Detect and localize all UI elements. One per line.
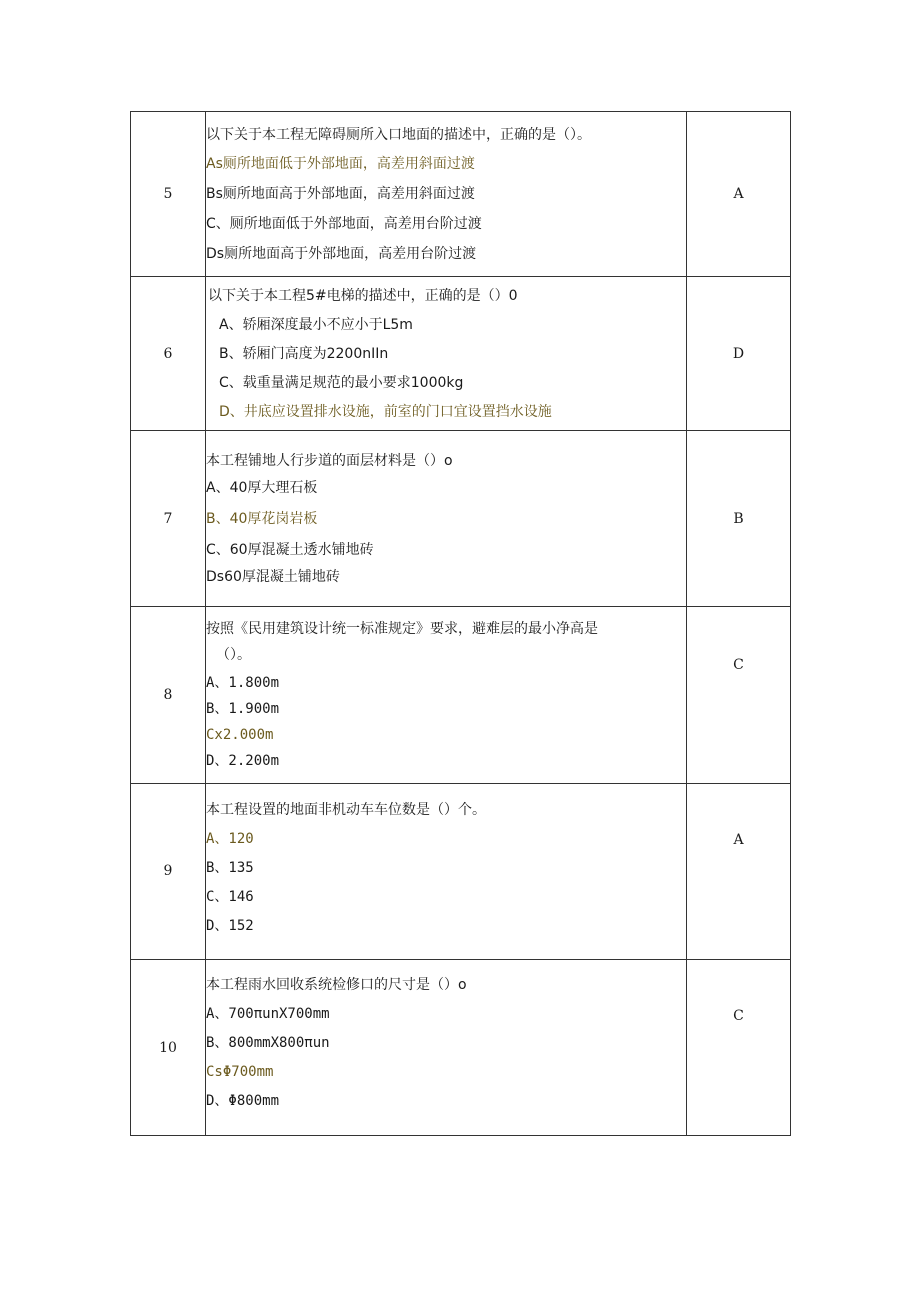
- question-row: [131, 784, 791, 960]
- answer-cell: B: [687, 431, 791, 607]
- answer-cell: C: [687, 960, 791, 1136]
- option-d: Ds60厚混凝土铺地砖: [206, 568, 340, 585]
- option-c: C、146: [206, 889, 254, 905]
- option-d: D、2.200m: [206, 753, 280, 769]
- question-row: [131, 112, 791, 277]
- question-row: [131, 960, 791, 1136]
- option-d: D、井底应设置排水设施，前室的门口宜设置挡水设施: [219, 403, 552, 420]
- question-content: [206, 607, 687, 784]
- question-content: [206, 277, 687, 431]
- question-stem: 以下关于本工程5#电梯的描述中，正确的是（）0: [208, 287, 518, 304]
- question-number: 7: [131, 431, 206, 607]
- question-table: [130, 111, 791, 1136]
- option-d: D、152: [206, 918, 254, 934]
- question-number: 8: [131, 607, 206, 784]
- option-b: B、40厚花岗岩板: [206, 510, 318, 527]
- question-stem: 本工程铺地人行步道的面层材料是（）o: [206, 452, 453, 469]
- question-content: [206, 960, 687, 1136]
- question-number: 5: [131, 112, 206, 277]
- question-content: [206, 112, 687, 277]
- option-b: B、800mmX800πun: [206, 1035, 330, 1051]
- option-b: B、1.900m: [206, 701, 280, 717]
- question-row: [131, 277, 791, 431]
- question-content: [206, 784, 687, 960]
- option-a: A、1.800m: [206, 675, 280, 691]
- option-a: A、轿厢深度最小不应小于L5m: [219, 316, 413, 333]
- option-b: B、135: [206, 860, 254, 876]
- option-d: Ds厕所地面高于外部地面，高差用台阶过渡: [206, 245, 477, 262]
- answer-cell: C: [687, 607, 791, 784]
- option-c: C、厕所地面低于外部地面，高差用台阶过渡: [206, 215, 482, 232]
- answer-cell: A: [687, 784, 791, 960]
- option-c: C、载重量满足规范的最小要求1000kg: [219, 374, 464, 391]
- answer-cell: D: [687, 277, 791, 431]
- option-a: A、700πunX700mm: [206, 1006, 330, 1022]
- question-content: [206, 431, 687, 607]
- answer-cell: A: [687, 112, 791, 277]
- question-number: 10: [131, 960, 206, 1136]
- question-stem: 以下关于本工程无障碍厕所入口地面的描述中，正确的是（）。: [206, 126, 591, 143]
- option-d: D、Φ800mm: [206, 1093, 280, 1109]
- option-c: Cx2.000m: [206, 727, 274, 743]
- question-number: 6: [131, 277, 206, 431]
- option-b: B、轿厢门高度为2200nIIn: [219, 345, 389, 362]
- question-number: 9: [131, 784, 206, 960]
- option-b: Bs厕所地面高于外部地面，高差用斜面过渡: [206, 185, 475, 202]
- option-a: A、40厚大理石板: [206, 479, 318, 496]
- question-stem: 按照《民用建筑设计统一标准规定》要求，避难层的最小净高是: [206, 621, 598, 637]
- option-a: A、120: [206, 831, 254, 847]
- question-row: [131, 607, 791, 784]
- question-stem-continued: （）。: [216, 647, 251, 663]
- question-stem: 本工程设置的地面非机动车车位数是（）个。: [206, 802, 486, 818]
- question-row: [131, 431, 791, 607]
- option-c: CsΦ700mm: [206, 1064, 274, 1080]
- option-a: As厕所地面低于外部地面，高差用斜面过渡: [206, 155, 475, 172]
- option-c: C、60厚混凝土透水铺地砖: [206, 541, 374, 558]
- question-stem: 本工程雨水回收系统检修口的尺寸是（）o: [206, 977, 467, 993]
